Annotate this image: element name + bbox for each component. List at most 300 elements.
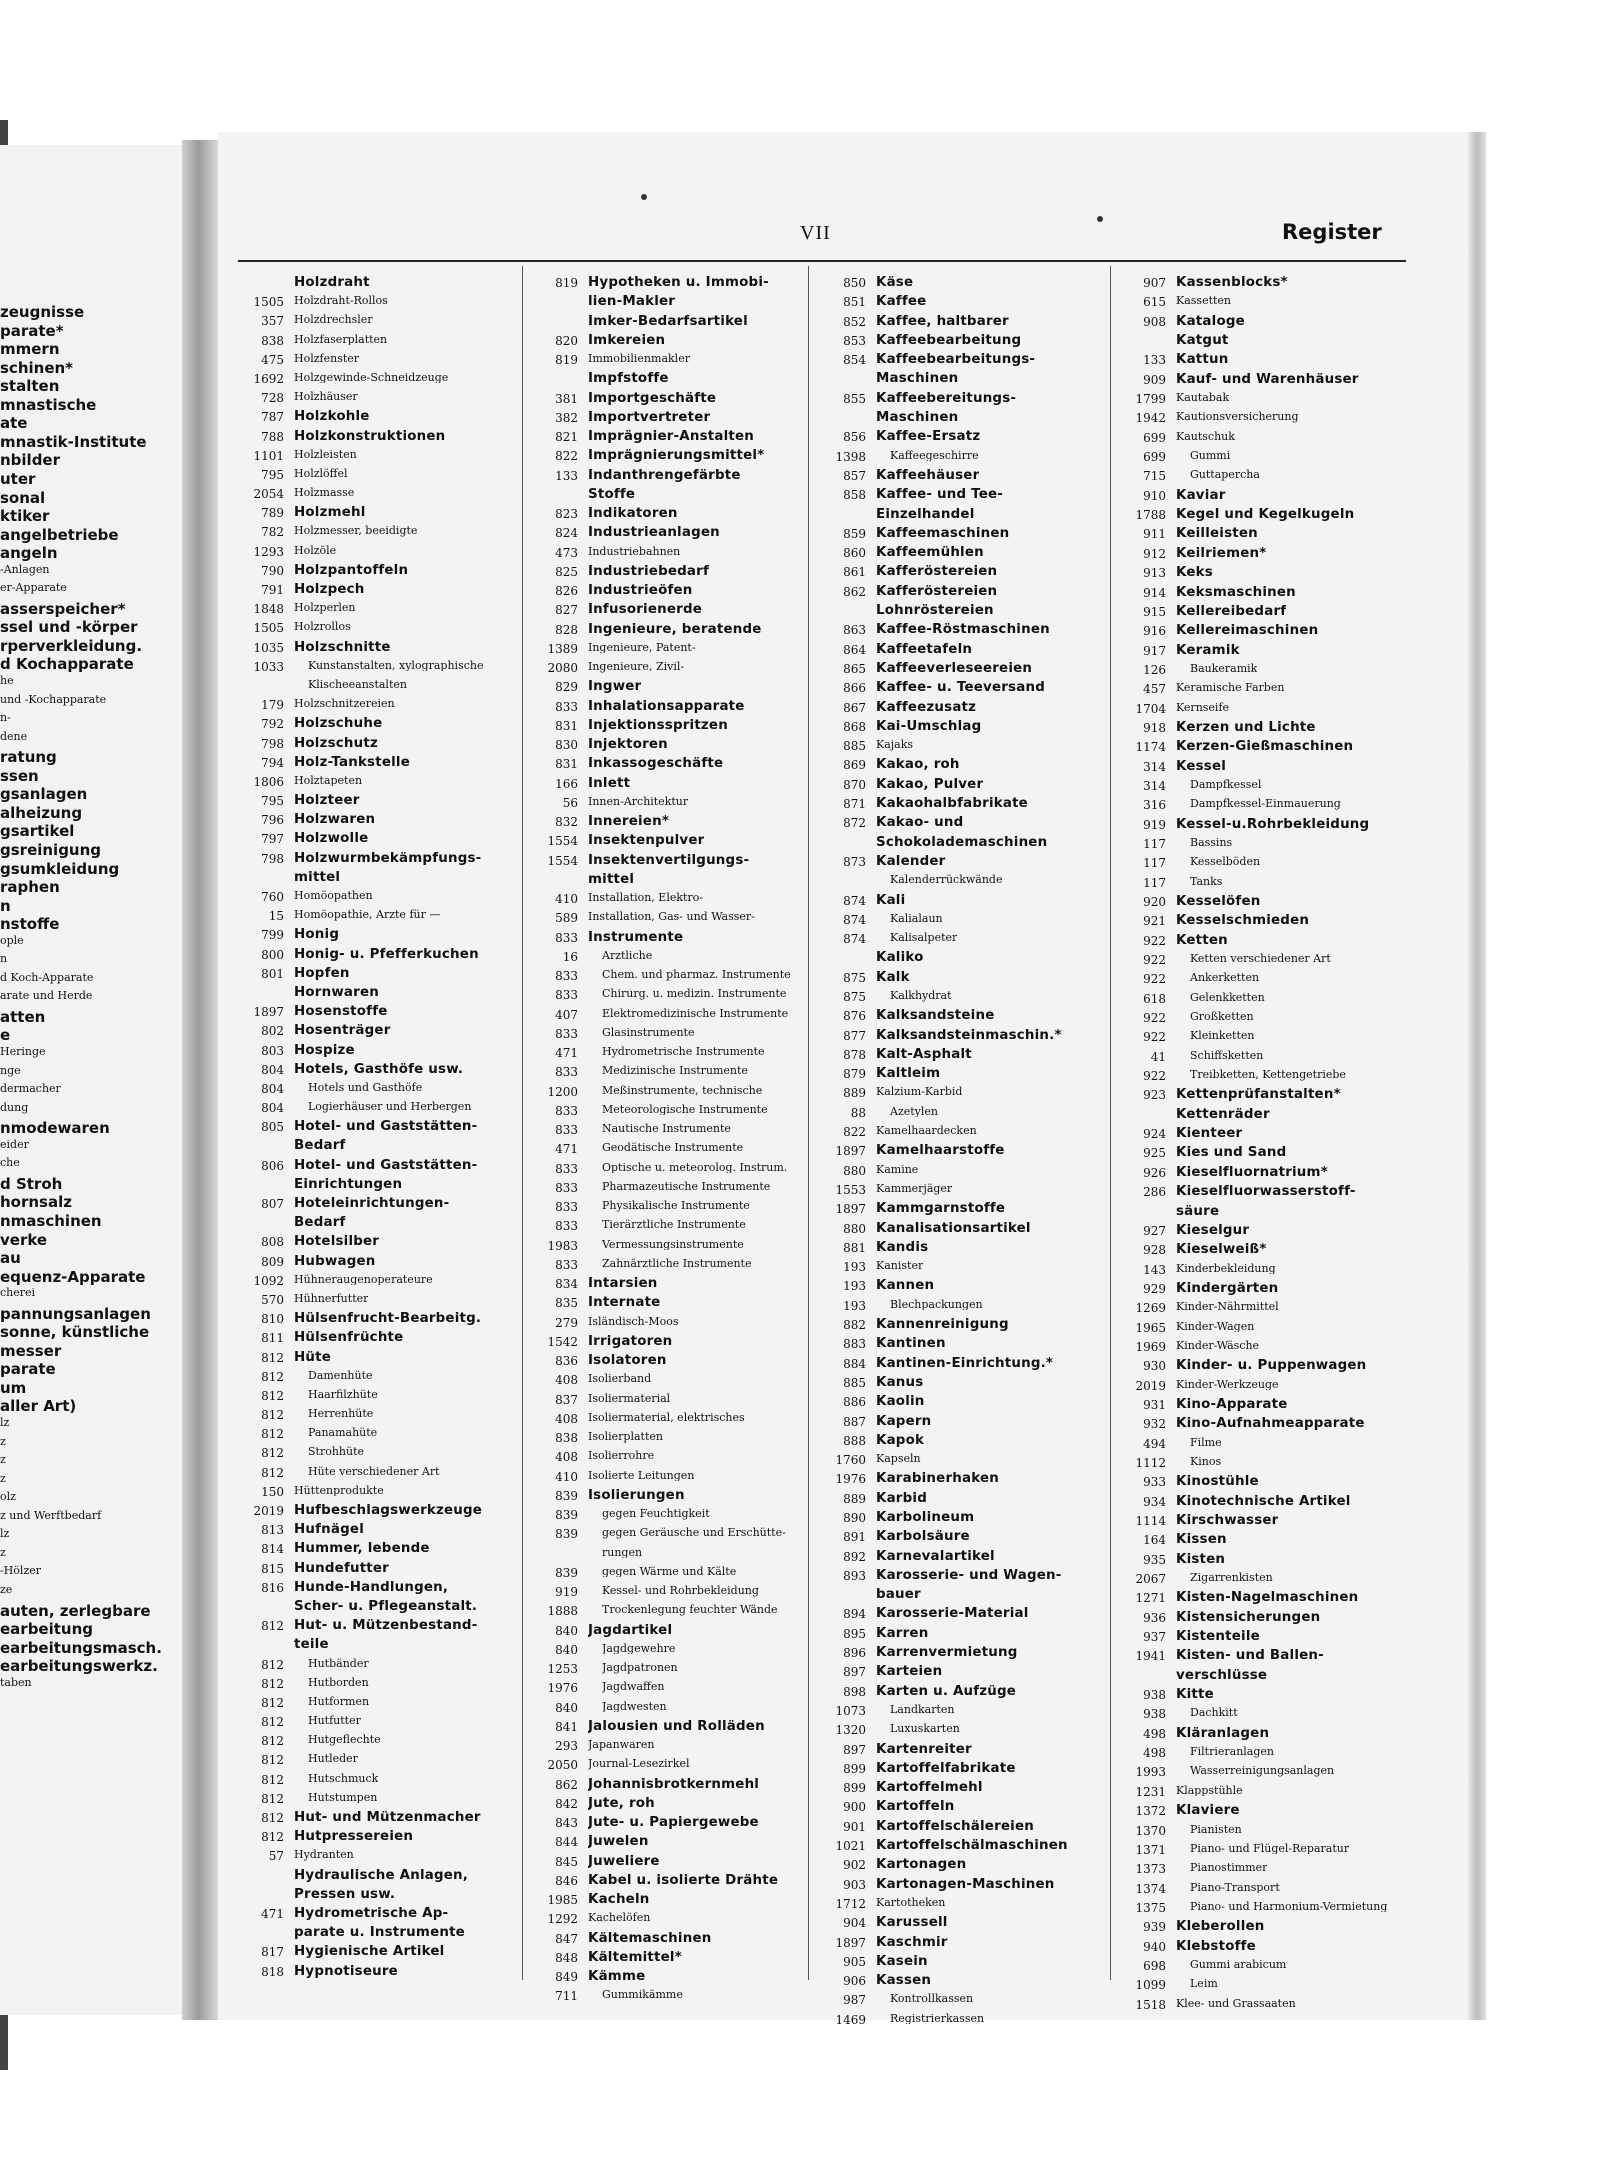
entry-page-number: 164 bbox=[1143, 1533, 1166, 1548]
entry-heading: Kinder- u. Puppenwagen bbox=[1176, 1359, 1367, 1374]
entry-page-number: 808 bbox=[261, 1235, 284, 1250]
entry-subterm: Jagdgewehre bbox=[602, 1642, 676, 1655]
entry-page-number bbox=[1118, 1108, 1166, 1109]
entry-subterm: Holzperlen bbox=[294, 602, 356, 614]
register-entry bbox=[530, 1085, 806, 1104]
entry-heading: Kienteer bbox=[1176, 1127, 1243, 1142]
register-entry bbox=[530, 854, 806, 873]
entry-heading: Holzmehl bbox=[294, 506, 366, 521]
entry-page-number: 150 bbox=[261, 1484, 284, 1499]
entry-page-number: 2019 bbox=[1135, 1378, 1166, 1393]
register-entry bbox=[818, 797, 1108, 816]
entry-heading: verschlüsse bbox=[1176, 1668, 1268, 1683]
entry-subterm: Keramische Farben bbox=[1176, 682, 1285, 694]
register-entry bbox=[818, 990, 1108, 1009]
entry-page-number: 853 bbox=[843, 333, 866, 348]
entry-heading: Imprägnierungsmittel* bbox=[588, 449, 765, 464]
entry-page-number: 864 bbox=[843, 642, 866, 657]
entry-page-number: 1942 bbox=[1135, 411, 1166, 426]
entry-heading: Kali bbox=[876, 893, 906, 908]
register-entry bbox=[1118, 1746, 1408, 1765]
entry-subterm: Hydranten bbox=[294, 1849, 354, 1861]
register-entry bbox=[1118, 1069, 1408, 1088]
entry-page-number: 1035 bbox=[253, 640, 284, 655]
register-entry bbox=[236, 1926, 520, 1945]
register-entry bbox=[530, 1181, 806, 1200]
entry-page-number: 457 bbox=[1143, 682, 1166, 697]
entry-page-number: 806 bbox=[261, 1158, 284, 1173]
entry-page-number: 931 bbox=[1143, 1397, 1166, 1412]
entry-heading: Katgut bbox=[1176, 334, 1229, 349]
entry-heading: Kino-Aufnahmeapparate bbox=[1176, 1417, 1365, 1432]
entry-page-number: 193 bbox=[843, 1298, 866, 1313]
register-entry bbox=[818, 836, 1108, 855]
entry-page-number: 796 bbox=[261, 813, 284, 828]
page-number: VII bbox=[800, 222, 831, 244]
entry-page-number: 1033 bbox=[253, 659, 284, 674]
entry-heading: Kellereimaschinen bbox=[1176, 624, 1319, 639]
register-entry bbox=[236, 1734, 520, 1753]
entry-heading: Injektoren bbox=[588, 738, 668, 752]
register-entry bbox=[236, 641, 520, 660]
register-entry bbox=[818, 1743, 1108, 1762]
entry-page-number: 193 bbox=[843, 1260, 866, 1275]
entry-subterm: Isoliermaterial bbox=[588, 1392, 671, 1405]
left-page-text-fragment: mnastische bbox=[0, 395, 97, 414]
register-entry bbox=[1118, 740, 1408, 759]
entry-page-number: 849 bbox=[555, 1970, 578, 1984]
entry-page-number: 1542 bbox=[547, 1334, 578, 1349]
register-entry bbox=[530, 1219, 806, 1238]
register-entry bbox=[236, 1331, 520, 1350]
register-entry bbox=[818, 1260, 1108, 1279]
entry-subterm: Holzhäuser bbox=[294, 391, 358, 403]
register-entry bbox=[818, 1318, 1108, 1337]
register-entry bbox=[530, 1624, 806, 1643]
left-page-text-fragment: pannungsanlagen bbox=[0, 1304, 151, 1323]
entry-subterm: Homöopathie, Ärzte für — bbox=[294, 909, 441, 921]
entry-page-number: 841 bbox=[555, 1719, 578, 1734]
entry-page-number bbox=[236, 1869, 284, 1870]
entry-subterm: Kleinketten bbox=[1190, 1030, 1255, 1042]
register-entry bbox=[530, 584, 806, 603]
entry-page-number: 1101 bbox=[253, 448, 284, 463]
entry-page-number: 1320 bbox=[835, 1723, 866, 1738]
left-page-text-fragment: nbilder bbox=[0, 451, 61, 470]
entry-heading: Hutpressereien bbox=[294, 1830, 414, 1845]
entry-page-number: 833 bbox=[555, 1219, 578, 1234]
register-entry bbox=[530, 1739, 806, 1758]
entry-page-number: 792 bbox=[261, 717, 284, 732]
register-entry bbox=[530, 757, 806, 776]
entry-heading: Kesselschmieden bbox=[1176, 914, 1310, 929]
entry-page-number: 382 bbox=[555, 410, 578, 425]
register-entry bbox=[818, 778, 1108, 797]
register-entry bbox=[1118, 508, 1408, 527]
entry-page-number: 408 bbox=[555, 1411, 578, 1426]
entry-page-number: 840 bbox=[555, 1700, 578, 1715]
entry-page-number: 410 bbox=[555, 1469, 578, 1484]
entry-page-number bbox=[236, 1216, 284, 1217]
register-entry bbox=[818, 604, 1108, 623]
register-entry bbox=[236, 487, 520, 506]
entry-page-number: 1370 bbox=[1135, 1823, 1166, 1838]
register-entry bbox=[1118, 1282, 1408, 1301]
entry-subterm: Industriebahnen bbox=[588, 545, 681, 558]
register-entry bbox=[818, 1762, 1108, 1781]
register-entry bbox=[1118, 315, 1408, 334]
entry-page-number: 923 bbox=[1143, 1088, 1166, 1103]
entry-subterm: Treibketten, Kettengetriebe bbox=[1190, 1069, 1346, 1081]
register-entry bbox=[818, 1125, 1108, 1144]
entry-page-number: 897 bbox=[843, 1742, 866, 1757]
register-entry bbox=[236, 1446, 520, 1465]
entry-page-number: 1553 bbox=[835, 1182, 866, 1197]
register-entry bbox=[818, 662, 1108, 681]
register-entry bbox=[818, 392, 1108, 411]
register-entry bbox=[236, 813, 520, 832]
left-page-text-fragment: d Koch-Apparate bbox=[0, 970, 94, 984]
entry-page-number: 286 bbox=[1143, 1185, 1166, 1200]
entry-page-number: 314 bbox=[1143, 759, 1166, 774]
entry-page-number: 914 bbox=[1143, 585, 1166, 600]
register-entry bbox=[818, 913, 1108, 932]
entry-heading: Kaffee bbox=[876, 295, 927, 310]
register-entry bbox=[530, 1585, 806, 1604]
left-page-text-fragment: hornsalz bbox=[0, 1193, 72, 1212]
entry-page-number: 935 bbox=[1143, 1552, 1166, 1567]
register-entry bbox=[818, 1665, 1108, 1684]
entry-subterm: Kajaks bbox=[876, 739, 914, 751]
register-entry bbox=[818, 971, 1108, 990]
entry-heading: Hydraulische Anlagen, bbox=[294, 1868, 469, 1883]
register-entry bbox=[1118, 1146, 1408, 1165]
entry-heading: Ketten bbox=[1176, 933, 1228, 948]
register-entry bbox=[818, 1376, 1108, 1395]
entry-page-number: 829 bbox=[555, 680, 578, 695]
entry-heading: Lohnröstereien bbox=[876, 604, 994, 619]
register-entry bbox=[530, 1335, 806, 1354]
entry-heading: Hygienische Artikel bbox=[294, 1945, 445, 1960]
entry-page-number: 920 bbox=[1143, 895, 1166, 909]
register-entry bbox=[1118, 663, 1408, 682]
register-entry bbox=[236, 583, 520, 602]
entry-page-number: 410 bbox=[555, 892, 578, 906]
register-entry bbox=[818, 643, 1108, 662]
register-entry bbox=[1118, 547, 1408, 566]
entry-heading: Holzschnitte bbox=[294, 640, 391, 655]
entry-page-number: 618 bbox=[1143, 991, 1166, 1006]
entry-heading: Kaffee- u. Teeversand bbox=[876, 681, 1045, 696]
register-entry bbox=[1118, 276, 1408, 295]
entry-page-number: 826 bbox=[555, 584, 578, 598]
entry-heading: Keilleisten bbox=[1176, 527, 1258, 542]
entry-subterm: Kontrollkassen bbox=[890, 1993, 974, 2005]
entry-page-number: 815 bbox=[261, 1561, 284, 1576]
entry-page-number: 1799 bbox=[1135, 392, 1166, 407]
entry-heading: Holzpantoffeln bbox=[294, 563, 409, 578]
register-entry bbox=[818, 1106, 1108, 1125]
entry-heading: Keksmaschinen bbox=[1176, 585, 1296, 600]
entry-subterm: Kalzium-Karbid bbox=[876, 1086, 963, 1099]
register-entry bbox=[530, 353, 806, 372]
register-entry bbox=[1118, 1301, 1408, 1320]
entry-subterm: Holzmesser, beeidigte bbox=[294, 525, 418, 537]
entry-page-number: 899 bbox=[843, 1761, 866, 1776]
register-entry bbox=[236, 1888, 520, 1907]
entry-page-number: 498 bbox=[1143, 1746, 1166, 1761]
register-entry bbox=[236, 1370, 520, 1389]
entry-page-number: 858 bbox=[843, 488, 866, 503]
register-entry bbox=[1118, 953, 1408, 972]
entry-heading: Kartonagen-Maschinen bbox=[876, 1877, 1055, 1892]
left-page-text-fragment: uter bbox=[0, 469, 36, 488]
register-entry bbox=[530, 873, 806, 892]
entry-heading: Kinostühle bbox=[1176, 1475, 1259, 1490]
left-page-text-fragment: alheizung bbox=[0, 803, 83, 822]
entry-page-number: 895 bbox=[843, 1626, 866, 1641]
entry-subterm: Kartotheken bbox=[876, 1896, 946, 1909]
entry-heading: Kegel und Kegelkugeln bbox=[1176, 508, 1355, 523]
entry-page-number: 908 bbox=[1143, 314, 1166, 329]
register-entry bbox=[236, 1063, 520, 1082]
entry-heading: Jalousien und Rolläden bbox=[588, 1719, 765, 1734]
entry-page-number: 804 bbox=[261, 1081, 284, 1096]
left-page-text-fragment: cherei bbox=[0, 1286, 36, 1300]
entry-page-number: 856 bbox=[843, 430, 866, 445]
register-entry bbox=[530, 1566, 806, 1585]
register-entry bbox=[530, 719, 806, 738]
register-entry bbox=[530, 700, 806, 719]
entry-page-number: 803 bbox=[261, 1043, 284, 1058]
register-entry bbox=[1118, 1630, 1408, 1649]
entry-heading: Instrumente bbox=[588, 930, 684, 945]
register-entry bbox=[236, 1773, 520, 1792]
entry-page-number: 1469 bbox=[835, 2012, 866, 2027]
entry-heading: Kältemittel* bbox=[588, 1950, 682, 1965]
register-entry bbox=[1118, 1688, 1408, 1707]
register-entry bbox=[818, 1067, 1108, 1086]
entry-subterm: Meßinstrumente, technische bbox=[602, 1084, 763, 1097]
entry-heading: Kapern bbox=[876, 1414, 932, 1429]
entry-page-number: 938 bbox=[1143, 1688, 1166, 1703]
register-entry bbox=[818, 1183, 1108, 1202]
entry-page-number: 888 bbox=[843, 1433, 866, 1448]
entry-page-number: 812 bbox=[261, 1388, 284, 1403]
entry-heading: Hufbeschlagswerkzeuge bbox=[294, 1504, 483, 1518]
entry-heading: Indikatoren bbox=[588, 507, 678, 521]
entry-page-number: 810 bbox=[261, 1312, 284, 1327]
entry-page-number: 925 bbox=[1143, 1146, 1166, 1161]
entry-page-number: 1788 bbox=[1135, 508, 1166, 523]
entry-subterm: Holzrollos bbox=[294, 621, 351, 633]
entry-subterm: Holzlöffel bbox=[294, 467, 348, 480]
entry-heading: Kantinen bbox=[876, 1337, 946, 1352]
register-entry bbox=[236, 1389, 520, 1408]
entry-page-number: 1292 bbox=[547, 1912, 578, 1927]
entry-page-number: 812 bbox=[261, 1753, 284, 1768]
register-entry bbox=[530, 372, 806, 391]
entry-page-number: 844 bbox=[555, 1835, 578, 1850]
entry-subterm: Damenhüte bbox=[308, 1369, 373, 1382]
register-entry bbox=[1118, 566, 1408, 585]
entry-page-number: 788 bbox=[261, 429, 284, 444]
entry-heading: Kartoffelschälereien bbox=[876, 1819, 1034, 1834]
entry-subterm: Kautabak bbox=[1176, 392, 1230, 404]
entry-heading: Kaffeeverleseereien bbox=[876, 661, 1033, 676]
register-entry bbox=[1118, 837, 1408, 856]
entry-page-number: 812 bbox=[261, 1811, 284, 1825]
register-entry bbox=[1118, 972, 1408, 991]
left-page-text-fragment: lz bbox=[0, 1416, 10, 1429]
entry-subterm: Dachkitt bbox=[1190, 1707, 1238, 1719]
register-entry bbox=[236, 1715, 520, 1734]
entry-page-number: 922 bbox=[1143, 1030, 1166, 1045]
register-entry bbox=[236, 621, 520, 640]
register-entry bbox=[530, 526, 806, 545]
register-entry bbox=[1118, 1533, 1408, 1552]
entry-page-number: 570 bbox=[261, 1292, 284, 1307]
register-entry bbox=[1118, 1475, 1408, 1494]
left-page-text-fragment: angeln bbox=[0, 544, 58, 563]
entry-subterm: Chem. und pharmaz. Instrumente bbox=[602, 969, 791, 981]
register-entry bbox=[1118, 469, 1408, 488]
entry-page-number: 381 bbox=[555, 391, 578, 406]
entry-page-number: 812 bbox=[261, 1695, 284, 1710]
entry-subterm: Filme bbox=[1190, 1436, 1222, 1449]
entry-subterm: Filtrieranlagen bbox=[1190, 1746, 1274, 1758]
register-entry bbox=[530, 1662, 806, 1681]
entry-page-number bbox=[530, 295, 578, 296]
register-entry bbox=[236, 698, 520, 717]
register-entry bbox=[236, 1044, 520, 1063]
entry-page-number: 833 bbox=[555, 930, 578, 945]
entry-subterm: Piano- und Harmonium-Vermietung bbox=[1190, 1900, 1388, 1913]
entry-subterm: Wasserreinigungsanlagen bbox=[1190, 1765, 1335, 1778]
entry-subterm: Tierärztliche Instrumente bbox=[602, 1219, 746, 1231]
register-entry bbox=[530, 969, 806, 988]
entry-page-number: 820 bbox=[555, 333, 578, 348]
left-page-text-fragment: ssen bbox=[0, 766, 39, 785]
left-page-text-fragment: gsreinigung bbox=[0, 840, 102, 859]
register-entry bbox=[530, 1874, 806, 1893]
entry-heading: Kakao- und bbox=[876, 816, 964, 831]
left-page-text-fragment: n- bbox=[0, 711, 11, 725]
register-entry bbox=[530, 1989, 806, 2008]
column-divider bbox=[808, 266, 809, 1980]
register-entry bbox=[530, 1758, 806, 1777]
entry-heading: Inkassogeschäfte bbox=[588, 757, 724, 772]
entry-subterm: Kamine bbox=[876, 1163, 919, 1176]
register-entry bbox=[530, 1527, 806, 1546]
entry-heading: Hunde-Handlungen, bbox=[294, 1580, 449, 1595]
register-entry bbox=[818, 1202, 1108, 1221]
register-entry bbox=[530, 430, 806, 449]
entry-page-number: 819 bbox=[555, 353, 578, 367]
left-page-text-fragment: z bbox=[0, 1545, 6, 1559]
entry-subterm: Pharmazeutische Instrumente bbox=[602, 1180, 771, 1193]
entry-heading: Intarsien bbox=[588, 1277, 658, 1291]
entry-page-number: 827 bbox=[555, 603, 578, 618]
register-entry bbox=[818, 1472, 1108, 1491]
register-entry bbox=[1118, 1205, 1408, 1224]
entry-subterm: Jagdpatronen bbox=[602, 1662, 678, 1674]
entry-page-number: 798 bbox=[261, 736, 284, 751]
register-entry bbox=[1118, 1611, 1408, 1630]
entry-subterm: Kinder-Nährmittel bbox=[1176, 1301, 1279, 1313]
left-page-text-fragment: nge bbox=[0, 1063, 21, 1077]
entry-page-number: 833 bbox=[555, 1161, 578, 1176]
entry-subterm: Leim bbox=[1190, 1978, 1218, 1990]
entry-page-number: 901 bbox=[843, 1819, 866, 1834]
entry-heading: Kaviar bbox=[1176, 488, 1226, 503]
entry-page-number: 1993 bbox=[1135, 1765, 1166, 1780]
register-column-3 bbox=[818, 276, 1108, 2032]
entry-subterm: gegen Geräusche und Erschütte- bbox=[602, 1527, 786, 1539]
register-entry bbox=[818, 1916, 1108, 1935]
register-entry bbox=[1118, 1108, 1408, 1127]
register-entry bbox=[818, 1048, 1108, 1067]
entry-page-number: 987 bbox=[843, 1993, 866, 2008]
entry-subterm: Isolierte Leitungen bbox=[588, 1469, 695, 1482]
entry-page-number: 812 bbox=[261, 1657, 284, 1672]
entry-page-number: 1372 bbox=[1135, 1804, 1166, 1819]
left-page-text-fragment: verke bbox=[0, 1230, 48, 1249]
register-entry bbox=[236, 1792, 520, 1811]
register-entry bbox=[236, 1235, 520, 1254]
entry-page-number: 928 bbox=[1143, 1243, 1166, 1258]
entry-page-number: 1897 bbox=[835, 1144, 866, 1159]
entry-page-number: 828 bbox=[555, 622, 578, 637]
register-entry bbox=[1118, 992, 1408, 1011]
register-entry bbox=[530, 661, 806, 680]
entry-heading: Kalender bbox=[876, 854, 946, 869]
entry-page-number: 798 bbox=[261, 851, 284, 866]
register-entry bbox=[530, 488, 806, 507]
entry-page-number: 897 bbox=[843, 1665, 866, 1680]
entry-heading: Kaffeebearbeitungs- bbox=[876, 353, 1036, 368]
entry-subterm: Kanister bbox=[876, 1260, 924, 1272]
register-entry bbox=[530, 1239, 806, 1258]
register-entry bbox=[818, 1530, 1108, 1549]
entry-page-number: 801 bbox=[261, 966, 284, 981]
register-entry bbox=[1118, 1050, 1408, 1069]
entry-heading: Kläranlagen bbox=[1176, 1726, 1270, 1741]
register-entry bbox=[530, 1431, 806, 1450]
entry-heading: Holz-Tankstelle bbox=[294, 755, 410, 770]
register-entry bbox=[818, 1415, 1108, 1434]
entry-subterm: Gummi bbox=[1190, 450, 1231, 462]
register-entry bbox=[1118, 1940, 1408, 1959]
entry-heading: Kanalisationsartikel bbox=[876, 1221, 1031, 1236]
register-entry bbox=[236, 1274, 520, 1293]
entry-heading: Kaliko bbox=[876, 951, 924, 966]
entry-page-number: 922 bbox=[1143, 933, 1166, 948]
register-entry bbox=[236, 1849, 520, 1868]
register-entry bbox=[236, 1485, 520, 1504]
entry-page-number: 117 bbox=[1143, 836, 1166, 851]
entry-page-number bbox=[1118, 1669, 1166, 1670]
entry-heading: Kafferöstereien bbox=[876, 565, 998, 580]
entry-heading: Kissen bbox=[1176, 1533, 1227, 1548]
entry-heading: Kesselöfen bbox=[1176, 895, 1261, 909]
entry-page-number: 293 bbox=[555, 1739, 578, 1753]
entry-subterm: Azetylen bbox=[890, 1105, 938, 1118]
entry-heading: Hotel- und Gaststätten- bbox=[294, 1158, 478, 1173]
register-entry bbox=[236, 1696, 520, 1715]
entry-page-number: 936 bbox=[1143, 1610, 1166, 1625]
entry-page-number: 88 bbox=[850, 1105, 866, 1120]
